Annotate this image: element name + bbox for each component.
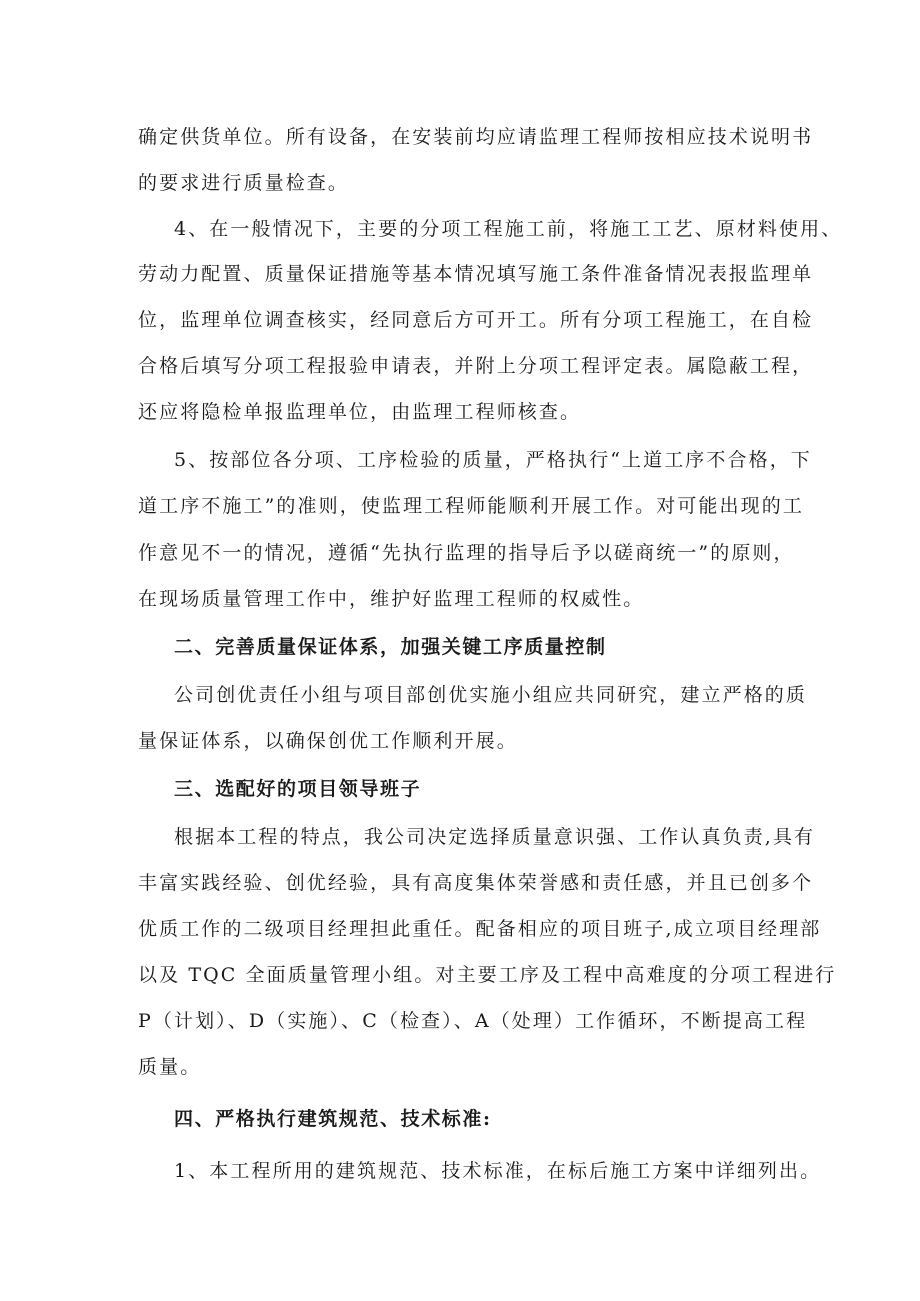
section-heading: 三、选配好的项目领导班子 (174, 778, 422, 800)
section-heading: 四、严格执行建筑规范、技术标准: (174, 1108, 492, 1130)
paragraph-line: 在现场质量管理工作中，维护好监理工程师的权威性。 (138, 588, 645, 610)
paragraph-line: 根据本工程的特点，我公司决定选择质量意识强、工作认真负责,具有 (174, 826, 816, 848)
paragraph-line: 量保证体系，以确保创优工作顺利开展。 (138, 730, 518, 752)
paragraph-line: 道工序不施工”的准则，使监理工程师能顺利开展工作。对可能出现的工 (138, 495, 804, 517)
paragraph-line: 劳动力配置、质量保证措施等基本情况填写施工条件准备情况表报监理单 (138, 263, 814, 285)
paragraph-line: 以及 TQC 全面质量管理小组。对主要工序及工程中高难度的分项工程进行 (138, 964, 837, 986)
paragraph-line: 作意见不一的情况，遵循“先执行监理的指导后予以磋商统一”的原则， (138, 542, 795, 564)
paragraph-line: 公司创优责任小组与项目部创优实施小组应共同研究，建立严格的质 (174, 684, 808, 706)
paragraph-line: 5、按部位各分项、工序检验的质量，严格执行“上道工序不合格，下 (174, 449, 812, 471)
paragraph-line: 确定供货单位。所有设备，在安装前均应请监理工程师按相应技术说明书 (138, 126, 814, 148)
paragraph-line: 1、本工程所用的建筑规范、技术标准，在标后施工方案中详细列出。 (174, 1160, 822, 1182)
paragraph-line: 4、在一般情况下，主要的分项工程施工前，将施工工艺、原材料使用、 (174, 218, 843, 240)
paragraph-line: 合格后填写分项工程报验申请表，并附上分项工程评定表。属隐蔽工程， (138, 355, 814, 377)
paragraph-line: 优质工作的二级项目经理担此重任。配备相应的项目班子,成立项目经理部 (138, 918, 822, 940)
paragraph-line: 还应将隐检单报监理单位，由监理工程师核查。 (138, 401, 582, 423)
paragraph-line: 丰富实践经验、创优经验，具有高度集体荣誉感和责任感，并且已创多个 (138, 872, 814, 894)
paragraph-line: 质量。 (138, 1056, 202, 1078)
paragraph-line: 位，监理单位调查核实，经同意后方可开工。所有分项工程施工，在自检 (138, 309, 814, 331)
paragraph-line: 的要求进行质量检查。 (138, 172, 350, 194)
paragraph-line: P（计划）、D（实施）、C（检查）、A（处理）工作循环，不断提高工程 (138, 1010, 808, 1032)
section-heading: 二、完善质量保证体系，加强关键工序质量控制 (174, 636, 607, 658)
